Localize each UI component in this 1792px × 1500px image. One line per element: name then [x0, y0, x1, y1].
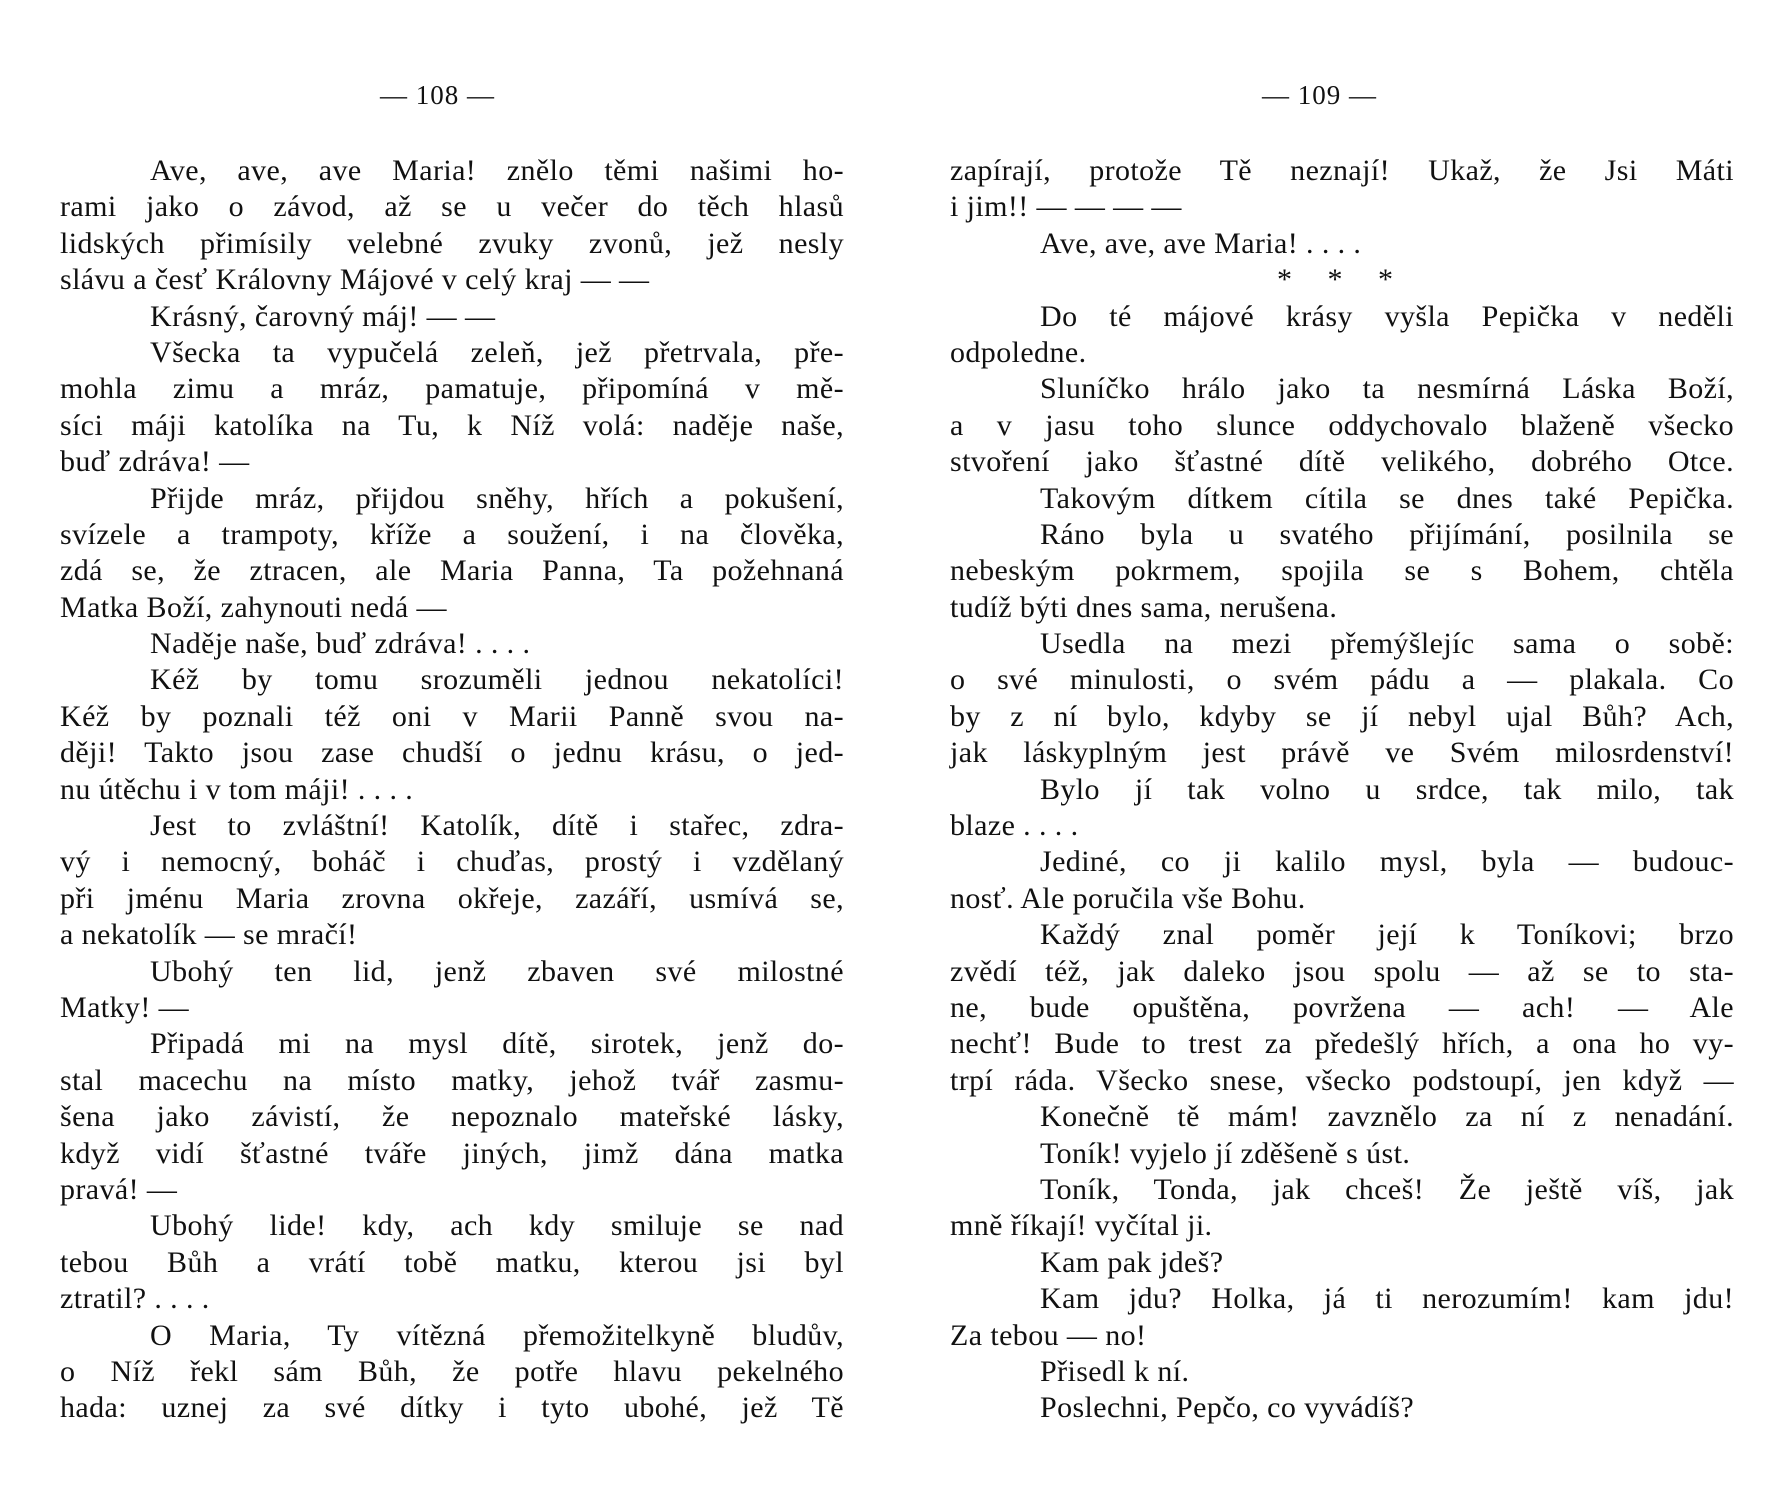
text-line: ději! Takto jsou zase chudší o jednu krásu, o jed-: [60, 736, 844, 770]
text-line: hada: uznej za své dítky i tyto ubohé, jež Tě: [60, 1391, 844, 1425]
text-line: a v jasu toho slunce oddychovalo blaženě všecko: [950, 408, 1734, 442]
text-line: Jest to zvláštní! Katolík, dítě i stařec, zdra-: [150, 809, 844, 843]
text-line: vý i nemocný, boháč i chuďas, prostý i vzdělaný: [60, 845, 844, 879]
text-line: síci máji katolíka na Tu, k Níž volá: naděje naše,: [60, 408, 844, 442]
text-line: Matka Boží, zahynouti nedá —: [60, 590, 447, 624]
page-text: [60, 153, 844, 1427]
text-line: tudíž býti dnes sama, nerušena.: [950, 590, 1338, 624]
text-line: Poslechni, Pepčo, co vyvádíš?: [1040, 1391, 1415, 1425]
text-line: o své minulosti, o svém pádu a — plakala. Co: [950, 663, 1734, 697]
right-page: [896, 0, 1792, 1500]
text-line: i jim!! — — — —: [950, 190, 1182, 224]
text-line: Všecka ta vypučelá zeleň, jež přetrvala, pře-: [150, 335, 844, 369]
text-line: tebou Bůh a vrátí tobě matku, kterou jsi byl: [60, 1245, 844, 1279]
text-line: nu útěchu i v tom máji! . . . .: [60, 772, 414, 806]
text-line: Konečně tě mám! zavznělo za ní z nenadání.: [1040, 1100, 1734, 1134]
page-number: — 109 —: [1262, 80, 1377, 110]
text-line: stvoření jako šťastné dítě velikého, dobrého Otce.: [950, 445, 1734, 479]
text-line: Připadá mi na mysl dítě, sirotek, jenž do-: [150, 1027, 844, 1061]
text-line: mně říkají! vyčítal ji.: [950, 1209, 1213, 1243]
text-line: blaze . . . .: [950, 809, 1079, 843]
text-line: nosť. Ale poručila vše Bohu.: [950, 881, 1306, 915]
text-line: Matky! —: [60, 990, 190, 1024]
text-line: šena jako závistí, že nepoznalo mateřské lásky,: [60, 1100, 844, 1134]
text-line: Bylo jí tak volno u srdce, tak milo, tak: [1040, 772, 1734, 806]
text-line: Naděje naše, buď zdráva! . . . .: [150, 627, 531, 661]
text-line: Kéž by tomu srozuměli jednou nekatolíci!: [150, 663, 844, 697]
text-line: Přijde mráz, přijdou sněhy, hřích a pokušení,: [150, 481, 844, 515]
text-line: Za tebou — no!: [950, 1318, 1147, 1352]
text-line: Usedla na mezi přemýšlejíc sama o sobě:: [1040, 627, 1734, 661]
text-line: slávu a česť Královny Májové v celý kraj — —: [60, 263, 650, 297]
text-line: buď zdráva! —: [60, 445, 250, 479]
text-line: Toník, Tonda, jak chceš! Že ještě víš, jak: [1040, 1172, 1734, 1206]
section-separator: * * *: [1277, 263, 1407, 297]
text-line: Kam pak jdeš?: [1040, 1245, 1224, 1279]
text-line: O Maria, Ty vítězná přemožitelkyně bludův,: [150, 1318, 844, 1352]
text-line: by z ní bylo, kdyby se jí nebyl ujal Bůh? Ach,: [950, 699, 1734, 733]
text-line: lidských přimísily velebné zvuky zvonů, jež nesly: [60, 226, 844, 260]
text-line: nebeským pokrmem, spojila se s Bohem, chtěla: [950, 554, 1734, 588]
text-line: ztratil? . . . .: [60, 1282, 210, 1316]
text-line: nechť! Bude to trest za předešlý hřích, a ona ho vy-: [950, 1027, 1734, 1061]
text-line: a nekatolík — se mračí!: [60, 918, 358, 952]
text-line: pravá! —: [60, 1172, 178, 1206]
text-line: Každý znal poměr její k Toníkovi; brzo: [1040, 918, 1734, 952]
text-line: o Níž řekl sám Bůh, že potře hlavu pekelného: [60, 1354, 844, 1388]
text-line: Ave, ave, ave Maria! . . . .: [1040, 226, 1362, 260]
text-line: Krásný, čarovný máj! — —: [150, 299, 496, 333]
text-line: Ráno byla u svatého přijímání, posilnila se: [1040, 517, 1734, 551]
text-line: při jménu Maria zrovna okřeje, zazáří, usmívá se,: [60, 881, 844, 915]
text-line: odpoledne.: [950, 335, 1087, 369]
text-line: Do té májové krásy vyšla Pepička v neděli: [1040, 299, 1734, 333]
text-line: zdá se, že ztracen, ale Maria Panna, Ta požehnaná: [60, 554, 844, 588]
text-line: Ave, ave, ave Maria! znělo těmi našimi ho-: [150, 154, 844, 187]
text-line: Ubohý ten lid, jenž zbaven své milostné: [150, 954, 844, 988]
text-line: Jediné, co ji kalilo mysl, byla — budouc-: [1040, 845, 1734, 879]
page-number: — 108 —: [380, 80, 495, 110]
text-line: zvědí též, jak daleko jsou spolu — až se to sta-: [950, 954, 1734, 988]
text-line: Toník! vyjelo jí zděšeně s úst.: [1040, 1136, 1411, 1170]
text-line: Takovým dítkem cítila se dnes také Pepička.: [1040, 481, 1734, 515]
text-line: rami jako o závod, až se u večer do těch hlasů: [60, 190, 844, 224]
text-line: stal macechu na místo matky, jehož tvář zasmu-: [60, 1063, 844, 1097]
text-line: ne, bude opuštěna, povržena — ach! — Ale: [950, 990, 1734, 1024]
text-line: zapírají, protože Tě neznají! Ukaž, že Jsi Máti: [950, 154, 1734, 187]
text-line: když vidí šťastné tváře jiných, jimž dána matka: [60, 1136, 844, 1170]
text-line: Přisedl k ní.: [1040, 1354, 1190, 1388]
text-line: Kam jdu? Holka, já ti nerozumím! kam jdu!: [1040, 1282, 1734, 1316]
text-line: jak láskyplným jest právě ve Svém milosrdenství!: [950, 736, 1734, 770]
text-line: trpí ráda. Všecko snese, všecko podstoupí, jen když —: [950, 1063, 1734, 1097]
text-line: Kéž by poznali též oni v Marii Panně svou na-: [60, 699, 844, 733]
text-line: svízele a trampoty, kříže a soužení, i na člověka,: [60, 517, 844, 551]
text-line: Ubohý lide! kdy, ach kdy smiluje se nad: [150, 1209, 844, 1243]
text-line: Sluníčko hrálo jako ta nesmírná Láska Boží,: [1040, 372, 1734, 406]
text-line: mohla zimu a mráz, pamatuje, připomíná v mě-: [60, 372, 844, 406]
page-text: [950, 153, 1734, 1427]
